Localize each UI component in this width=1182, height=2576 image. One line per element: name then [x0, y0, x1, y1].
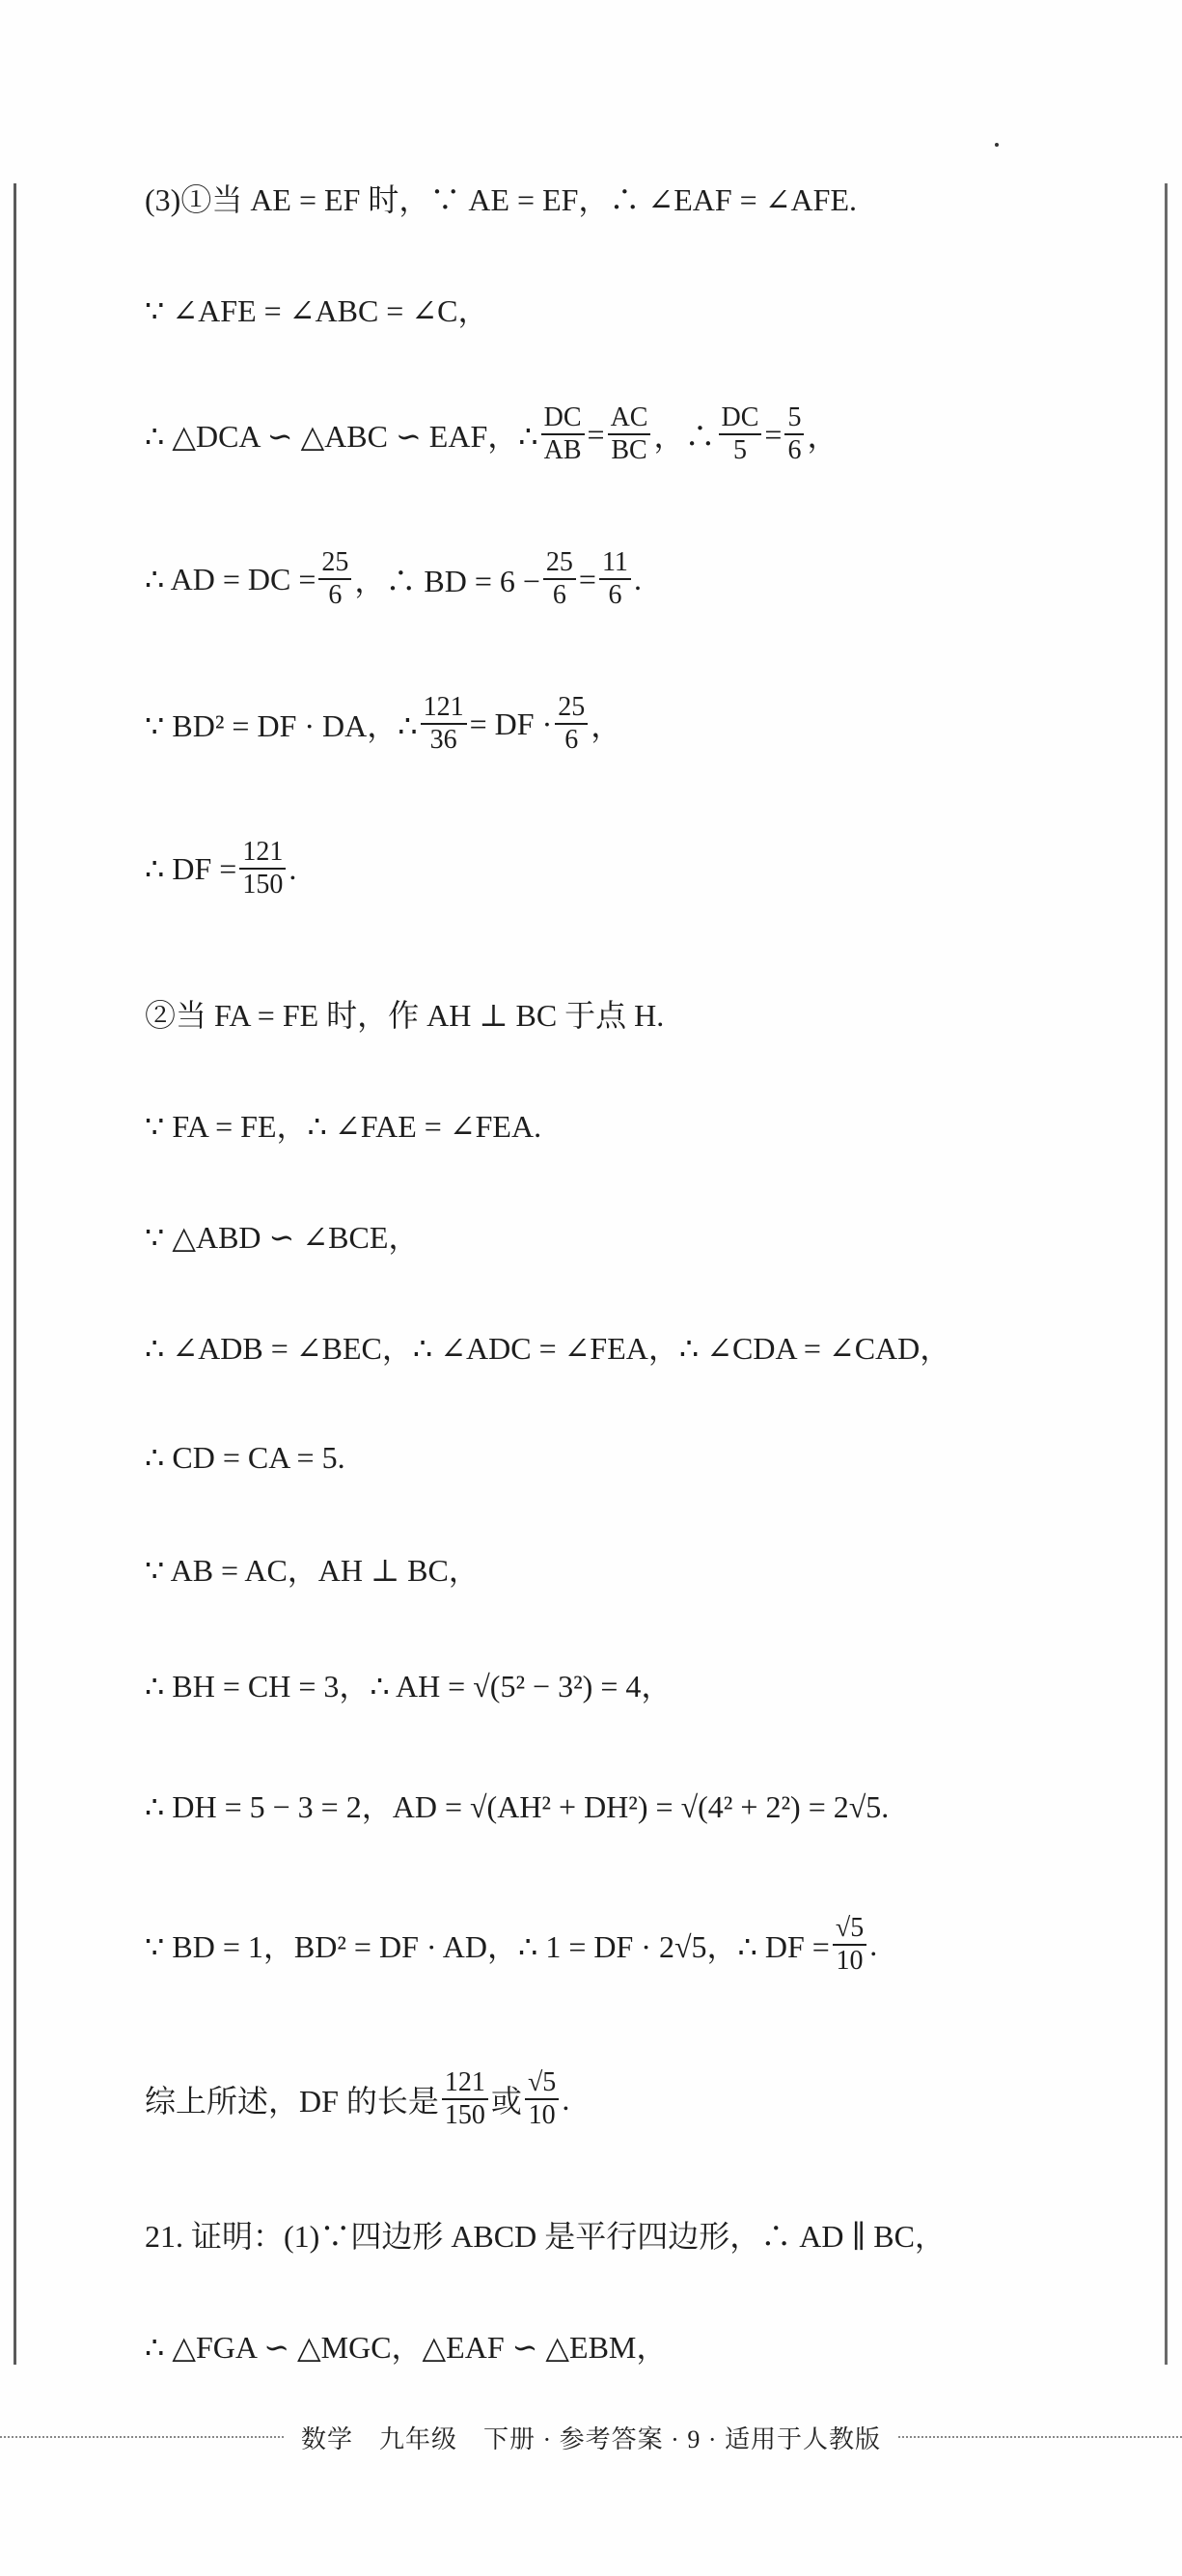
footer-text: 数学 九年级 下册 · 参考答案 · 9 · 适用于人教版: [301, 2424, 881, 2453]
text-run: .: [633, 561, 642, 596]
solution-line: [145, 1655, 672, 1713]
footer-dotted-rule-right: [898, 2436, 1182, 2438]
right-margin-line: [1165, 183, 1168, 2365]
fraction: [239, 837, 286, 900]
solution-line: [145, 169, 857, 227]
text-run: ∵ △ABD ∽ ∠BCE，: [145, 1220, 420, 1255]
fraction-denominator: 10: [528, 2100, 556, 2130]
fraction-numerator: 121: [239, 837, 286, 870]
text-run: ∴ AD = DC =: [145, 562, 316, 596]
fraction-denominator: 6: [564, 725, 579, 755]
text-run: ∴ DH = 5 − 3 = 2，AD = √(AH² + DH²) = √(4² + 2²) = 2√5.: [145, 1789, 890, 1824]
fraction-numerator: DC: [541, 402, 585, 435]
solution-line: [145, 1912, 878, 1976]
text-run: ，: [591, 708, 622, 743]
text-run: ∴ CD = CA = 5.: [145, 1440, 345, 1475]
fraction-numerator: 25: [555, 692, 588, 725]
fraction: [555, 692, 588, 756]
fraction-numerator: 5: [784, 402, 804, 435]
fraction-denominator: 10: [836, 1946, 864, 1976]
solution-line: [145, 280, 489, 338]
fraction: [543, 547, 576, 611]
text-run: 或: [490, 2084, 522, 2119]
text-run: ，∴: [653, 419, 716, 454]
fraction-denominator: 6: [328, 580, 343, 610]
corner-dot: [995, 143, 999, 147]
fraction-denominator: 36: [429, 725, 457, 755]
fraction: [784, 402, 804, 466]
text-run: ∴ ∠ADB = ∠BEC，∴ ∠ADC = ∠FEA，∴ ∠CDA = ∠CAD，: [145, 1331, 951, 1366]
text-run: 21. 证明：(1)∵四边形 ABCD 是平行四边形，∴ AD ∥ BC，: [145, 2219, 946, 2254]
fraction: [525, 2067, 559, 2131]
fraction-numerator: DC: [719, 402, 762, 435]
page-footer: [0, 2413, 1182, 2461]
text-run: ，∴ BD = 6 −: [354, 564, 540, 598]
solution-line: [145, 1428, 345, 1486]
fraction: [599, 547, 631, 611]
fraction: [442, 2067, 488, 2131]
fraction: [318, 547, 351, 611]
text-run: ∵ AB = AC，AH ⊥ BC，: [145, 1553, 480, 1588]
solution-line: [145, 984, 664, 1042]
fraction-numerator: AC: [608, 402, 651, 435]
solution-line: [145, 2205, 946, 2263]
text-run: 综上所述，DF 的长是: [145, 2084, 439, 2119]
solution-line: [145, 2316, 667, 2374]
text-run: .: [289, 850, 297, 886]
text-run: ，: [807, 419, 838, 454]
solution-line: [145, 2066, 570, 2130]
fraction-denominator: 6: [608, 580, 622, 610]
text-run: ∵ BD² = DF · DA，∴: [145, 708, 418, 743]
fraction: [421, 692, 467, 756]
solution-line: [145, 1206, 419, 1264]
solution-line: [145, 402, 838, 465]
fraction: [541, 402, 585, 466]
text-run: ②当 FA = FE 时，作 AH ⊥ BC 于点 H.: [145, 998, 665, 1033]
text-run: .: [562, 2081, 570, 2117]
fraction-denominator: BC: [611, 435, 647, 465]
text-run: ∴ △DCA ∽ △ABC ∽ EAF，∴: [145, 419, 538, 454]
solution-line: [145, 546, 642, 610]
fraction-denominator: 6: [787, 435, 802, 465]
text-run: .: [869, 1926, 878, 1962]
text-run: = DF ·: [469, 706, 553, 741]
fraction-denominator: 150: [444, 2100, 485, 2130]
fraction-numerator: √5: [525, 2067, 559, 2100]
fraction-denominator: 150: [242, 870, 284, 900]
solution-line: [145, 1317, 950, 1375]
text-run: ∴ DF =: [145, 851, 237, 886]
solution-line: [145, 1095, 541, 1153]
text-run: (3)①当 AE = EF 时，∵ AE = EF，∴ ∠EAF = ∠AFE.: [145, 182, 857, 217]
fraction-numerator: 25: [543, 547, 576, 580]
fraction-numerator: 121: [421, 692, 467, 725]
fraction-numerator: 11: [599, 547, 631, 580]
fraction: [608, 402, 651, 466]
fraction-denominator: 6: [552, 580, 566, 610]
text-run: ∵ BD = 1，BD² = DF · AD，∴ 1 = DF · 2√5，∴ DF =: [145, 1929, 830, 1964]
left-margin-line: [14, 183, 16, 2365]
text-run: ∵ ∠AFE = ∠ABC = ∠C，: [145, 293, 489, 328]
fraction-denominator: AB: [543, 435, 582, 465]
fraction: [833, 1913, 866, 1977]
solution-line: [145, 1776, 889, 1834]
text-run: ∴ △FGA ∽ △MGC，△EAF ∽ △EBM，: [145, 2330, 668, 2365]
text-run: ∵ FA = FE，∴ ∠FAE = ∠FEA.: [145, 1109, 542, 1144]
fraction-numerator: √5: [833, 1913, 866, 1946]
fraction-denominator: 5: [732, 435, 747, 465]
fraction-numerator: 25: [318, 547, 351, 580]
text-run: ∴ BH = CH = 3，∴ AH = √(5² − 3²) = 4，: [145, 1669, 673, 1703]
solution-line: [145, 691, 622, 755]
solution-line: [145, 1539, 480, 1597]
text-run: =: [587, 416, 605, 452]
footer-dotted-rule-left: [0, 2436, 284, 2438]
solution-line: [145, 836, 297, 900]
fraction: [719, 402, 762, 466]
text-run: =: [764, 416, 783, 452]
fraction-numerator: 121: [442, 2067, 488, 2100]
text-run: =: [578, 561, 596, 596]
